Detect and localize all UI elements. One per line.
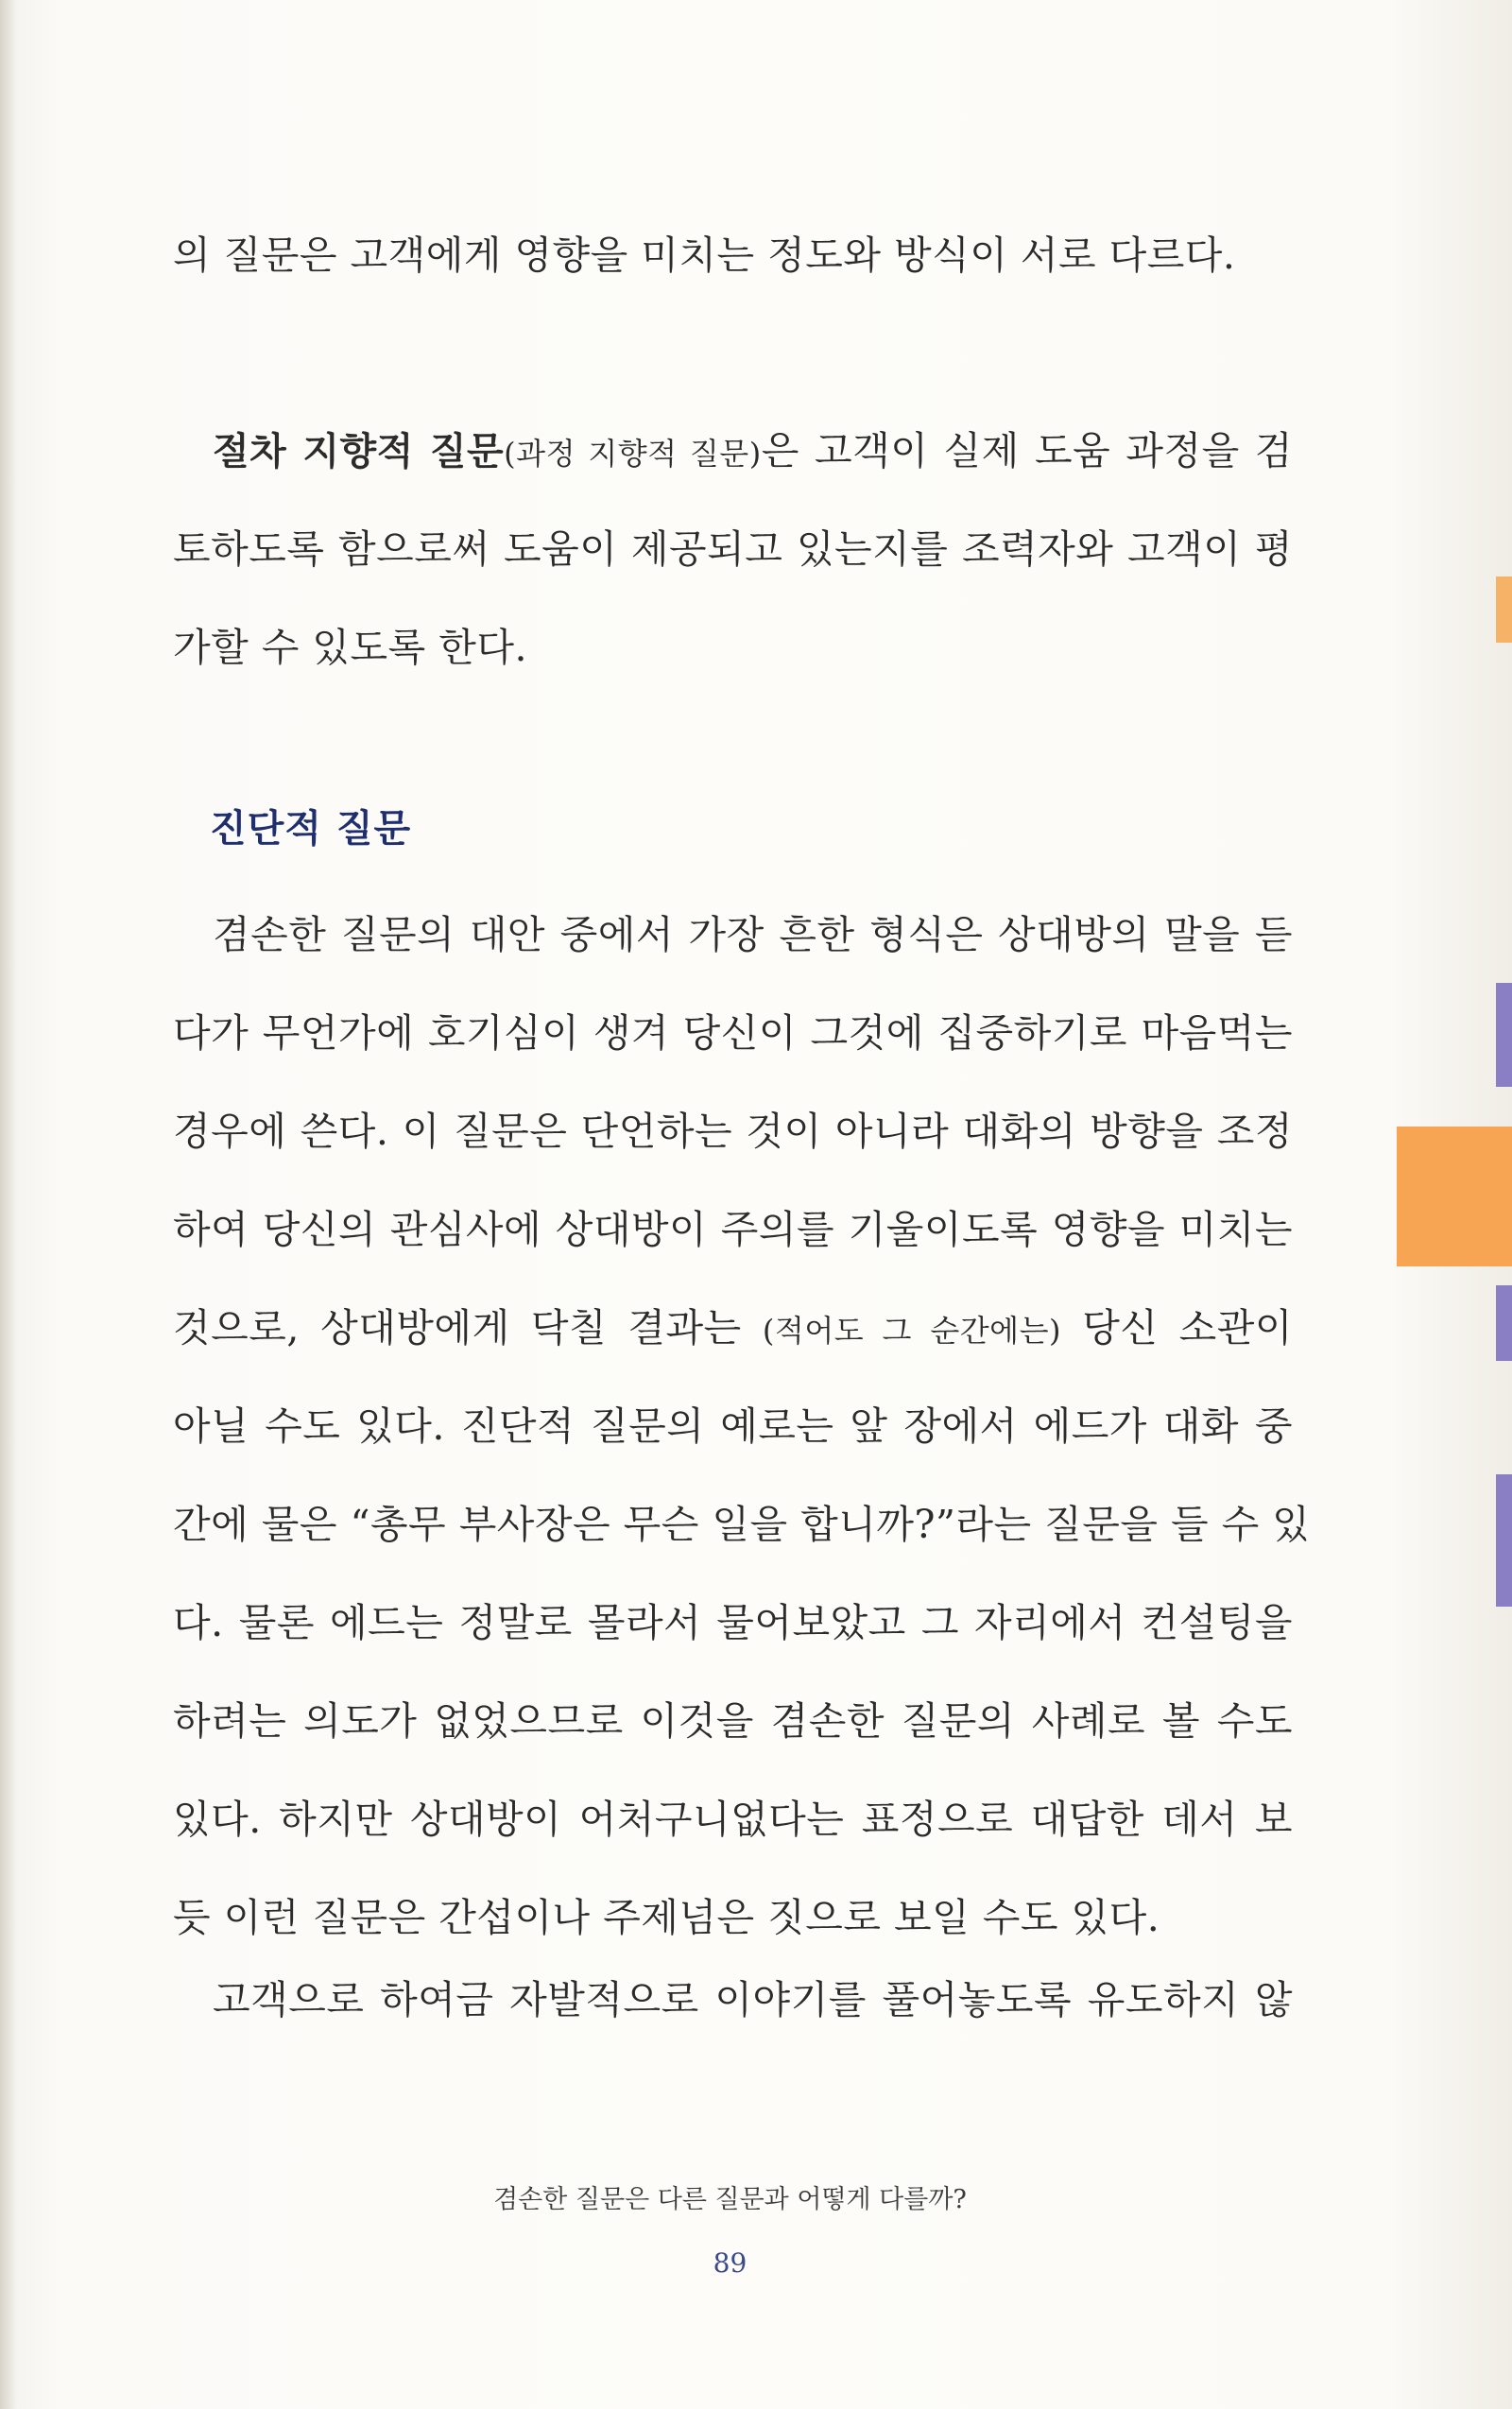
line-text: 은 고객이 실제 도움 과정을 검 — [761, 428, 1293, 473]
line-text: 당신 소관이 — [1060, 1305, 1293, 1351]
paragraph-line — [173, 402, 1293, 500]
inline-note: (적어도 그 순간에는) — [762, 1313, 1061, 1349]
paragraph-line: 있다. 하지만 상대방이 어처구니없다는 표정으로 대답한 데서 보 — [173, 1797, 1293, 1842]
page-gutter-shadow — [0, 0, 17, 2409]
line-text: 것으로, 상대방에게 닥칠 결과는 — [173, 1305, 763, 1351]
page-edge-marker — [1496, 1474, 1512, 1607]
paragraph-3 — [173, 886, 1311, 1967]
paragraph-line: 경우에 쓴다. 이 질문은 단언하는 것이 아니라 대화의 방향을 조정 — [173, 1109, 1293, 1154]
paragraph-line: 하려는 의도가 없었으므로 이것을 겸손한 질문의 사례로 볼 수도 — [173, 1698, 1293, 1744]
paragraph-line: 고객으로 하여금 자발적으로 이야기를 풀어놓도록 유도하지 않 — [213, 1977, 1293, 2022]
term-note: (과정 지향적 질문) — [504, 436, 762, 472]
paragraph-1 — [173, 206, 1293, 304]
paragraph-line: 듯 이런 질문은 간섭이나 주제넘은 짓으로 보일 수도 있다. — [173, 1895, 1160, 1940]
page-edge-marker — [1496, 1285, 1512, 1361]
paragraph-line: 겸손한 질문의 대안 중에서 가장 흔한 형식은 상대방의 말을 듣 — [213, 912, 1293, 957]
paragraph-line: 다가 무언가에 호기심이 생겨 당신이 그것에 집중하기로 마음먹는 — [173, 1010, 1293, 1056]
paragraph-line: 의 질문은 고객에게 영향을 미치는 정도와 방식이 서로 다르다. — [173, 232, 1236, 278]
chapter-tab-marker — [1397, 1127, 1512, 1266]
paragraph-line: 가할 수 있도록 한다. — [173, 625, 527, 670]
page-edge-marker — [1496, 576, 1512, 643]
paragraph-line: 다. 물론 에드는 정말로 몰라서 물어보았고 그 자리에서 컨설팅을 — [173, 1600, 1293, 1645]
section-heading: 진단적 질문 — [210, 807, 412, 851]
term-procedural-question: 절차 지향적 질문 — [213, 430, 505, 473]
page-number: 89 — [713, 2247, 747, 2279]
paragraph-line: 토하도록 함으로써 도움이 제공되고 있는지를 조력자와 고객이 평 — [173, 526, 1293, 572]
running-footer-title: 겸손한 질문은 다른 질문과 어떻게 다를까? — [493, 2185, 967, 2214]
page-edge-marker — [1496, 983, 1512, 1087]
paragraph-line: 하여 당신의 관심사에 상대방이 주의를 기울이도록 영향을 미치는 — [173, 1207, 1293, 1252]
paragraph-line: 간에 물은 “총무 부사장은 무슨 일을 합니까?”라는 질문을 들 수 있 — [173, 1502, 1311, 1547]
paragraph-line: 아닐 수도 있다. 진단적 질문의 예로는 앞 장에서 에드가 대화 중 — [173, 1403, 1293, 1449]
paragraph-2 — [173, 402, 1293, 697]
paragraph-line — [173, 1279, 1293, 1377]
paragraph-4 — [173, 1951, 1293, 2049]
